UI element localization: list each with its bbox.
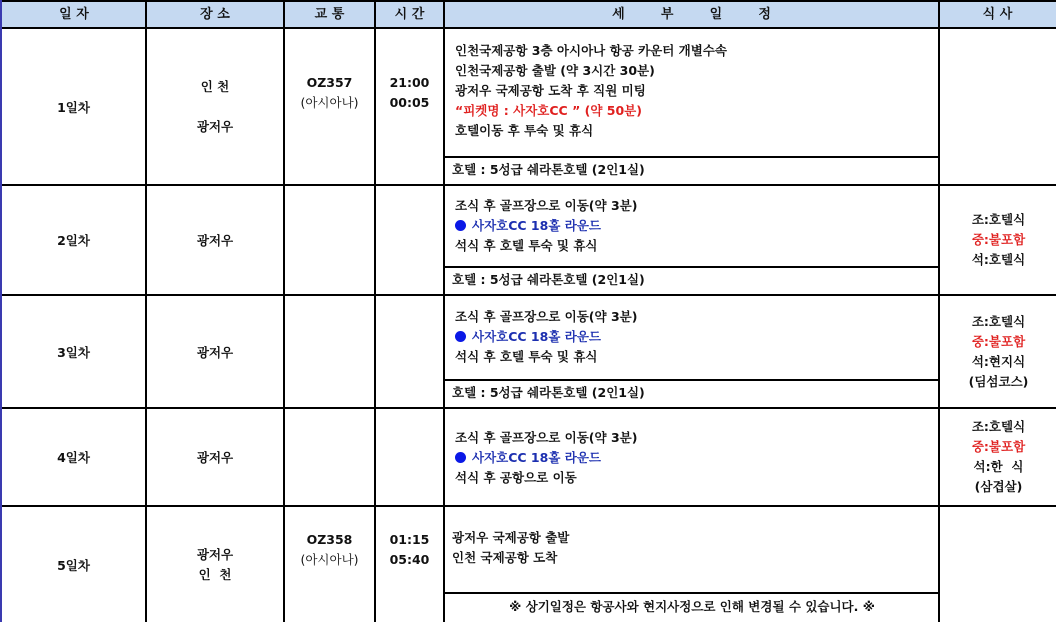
schedule-line: 석식 후 호텔 투숙 및 휴식	[455, 238, 598, 253]
place-line: 광저우	[196, 450, 234, 465]
place-line: 광저우	[196, 344, 234, 360]
meal-dinner: 석:현지식	[971, 353, 1026, 369]
place-cell	[147, 29, 283, 184]
time-cell	[376, 29, 443, 157]
header-place: 장 소	[200, 7, 230, 22]
bullet-dot-icon	[455, 220, 466, 231]
meal-dinner: 석:한 식	[973, 459, 1024, 474]
schedule-line: 광저우 국제공항 출발	[452, 530, 570, 545]
meal-dinner-note: (삼겹살)	[974, 479, 1023, 494]
header-details: 세 부 일 정	[612, 7, 771, 22]
meals-cell	[941, 296, 1056, 407]
day-label: 5일차	[57, 557, 90, 573]
bullet-dot-icon	[455, 452, 466, 463]
meal-breakfast: 조:호텔식	[971, 212, 1026, 227]
grid-line	[443, 0, 445, 622]
schedule-details	[455, 428, 637, 488]
schedule-details	[455, 41, 727, 141]
meal-dinner: 석:호텔식	[971, 252, 1026, 267]
header-time: 시 간	[394, 7, 425, 22]
schedule-line: 조식 후 골프장으로 이동(약 3분)	[455, 430, 638, 445]
day-label: 1일차	[57, 99, 90, 115]
schedule-line: 광저우 국제공항 도착 후 직원 미팅	[455, 83, 646, 98]
day-label: 4일차	[57, 450, 90, 465]
airline-name: (아시아나)	[300, 552, 359, 567]
schedule-details	[452, 528, 569, 568]
arrival-time: 05:40	[389, 552, 430, 567]
picket-name-line: “피켓명 : 사자호CC ” (약 50분)	[455, 103, 642, 118]
golf-round-line: 사자호CC 18홀 라운드	[455, 327, 637, 347]
schedule-line: 인천국제공항 3층 아시아나 항공 카운터 개별수속	[455, 43, 727, 58]
airline-name: (아시아나)	[300, 95, 359, 110]
schedule-line: 호텔이동 후 투숙 및 휴식	[455, 123, 594, 138]
place-cell	[147, 507, 283, 622]
header-transport: 교 통	[314, 7, 345, 22]
flight-number: OZ358	[306, 532, 353, 547]
place-cell	[147, 409, 283, 505]
grid-line	[938, 0, 940, 622]
time-cell	[376, 507, 443, 593]
hotel-info: 호텔 : 5성급 쉐라톤호텔 (2인1실)	[452, 162, 645, 177]
place-line: 광저우	[196, 546, 234, 562]
day-cell	[2, 409, 145, 505]
hotel-info: 호텔 : 5성급 쉐라톤호텔 (2인1실)	[452, 385, 645, 400]
schedule-line: 인천국제공항 출발 (약 3시간 30분)	[455, 63, 655, 78]
day-cell	[2, 29, 145, 184]
schedule-line: 인천 국제공항 도착	[452, 550, 558, 565]
day-label: 2일차	[57, 233, 90, 248]
day-cell	[2, 296, 145, 407]
place-cell	[147, 186, 283, 294]
place-line: 광저우	[196, 233, 234, 248]
meals-cell	[941, 186, 1056, 294]
meal-lunch: 중:불포함	[971, 333, 1026, 349]
transport-cell	[285, 29, 374, 157]
place-line: 광저우	[196, 118, 234, 134]
table-header	[2, 0, 1056, 29]
schedule-line: 석식 후 호텔 투숙 및 휴식	[455, 349, 598, 364]
schedule-line: 석식 후 공항으로 이동	[455, 470, 577, 485]
day-cell	[2, 507, 145, 622]
meal-dinner-note: (딤섬코스)	[968, 373, 1029, 389]
meal-breakfast: 조:호텔식	[971, 313, 1026, 329]
arrival-time: 00:05	[389, 95, 430, 110]
header-meals: 식 사	[982, 7, 1013, 22]
golf-round-line: 사자호CC 18홀 라운드	[455, 216, 637, 236]
departure-time: 01:15	[389, 532, 430, 547]
schedule-details	[455, 307, 637, 367]
schedule-line: 조식 후 골프장으로 이동(약 3분)	[455, 309, 638, 324]
flight-number: OZ357	[306, 75, 353, 90]
day-cell	[2, 186, 145, 294]
meal-lunch: 중:불포함	[971, 232, 1026, 247]
meal-breakfast: 조:호텔식	[971, 419, 1026, 434]
schedule-details	[455, 196, 637, 256]
day-label: 3일차	[57, 344, 90, 360]
place-cell	[147, 296, 283, 407]
footnote: ※ 상기일정은 항공사와 현지사정으로 인해 변경될 수 있습니다. ※	[509, 599, 875, 614]
bullet-dot-icon	[455, 331, 466, 342]
transport-cell	[285, 507, 374, 593]
footnote-divider	[443, 592, 939, 594]
schedule-line: 조식 후 골프장으로 이동(약 3분)	[455, 198, 638, 213]
place-line: 인 천	[200, 78, 230, 94]
hotel-info: 호텔 : 5성급 쉐라톤호텔 (2인1실)	[452, 272, 645, 287]
meal-lunch: 중:불포함	[971, 439, 1026, 454]
golf-round-line: 사자호CC 18홀 라운드	[455, 448, 637, 468]
departure-time: 21:00	[389, 75, 430, 90]
header-day: 일 자	[59, 7, 89, 22]
place-line: 인 천	[198, 566, 232, 582]
meals-cell	[941, 409, 1056, 505]
